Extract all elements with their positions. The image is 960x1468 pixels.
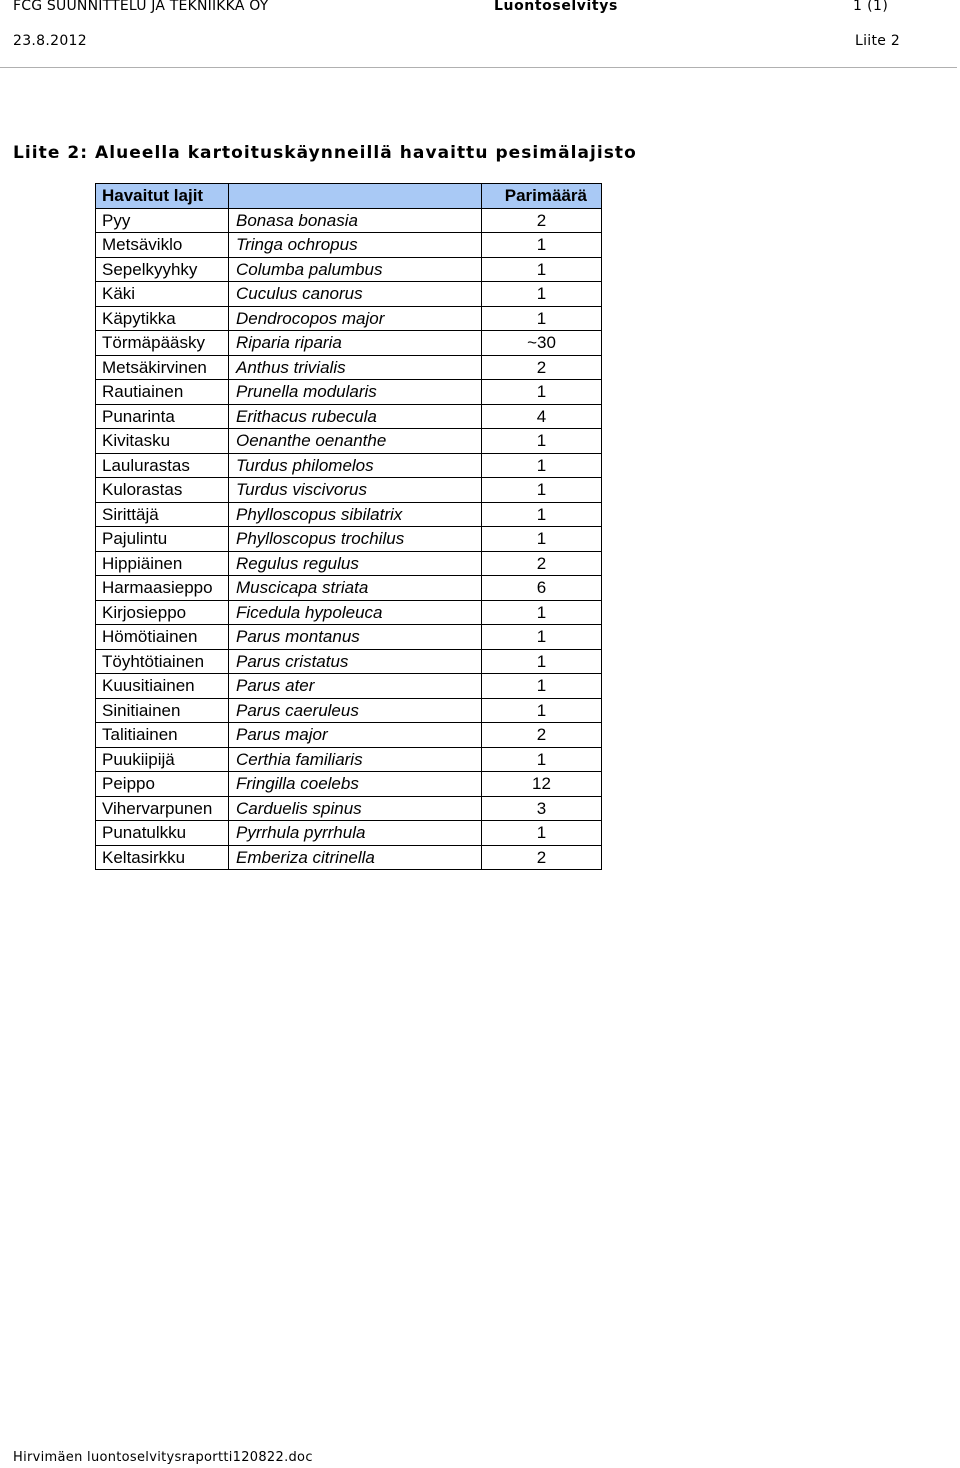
latin-name-cell: Riparia riparia: [229, 331, 482, 356]
pair-count-cell: 1: [482, 233, 602, 258]
column-header-species: Havaitut lajit: [96, 184, 229, 209]
pair-count-cell: 12: [482, 772, 602, 797]
latin-name-cell: Prunella modularis: [229, 380, 482, 405]
pair-count-cell: 6: [482, 576, 602, 601]
document-title: Luontoselvitys: [494, 0, 618, 14]
species-name-cell: Rautiainen: [96, 380, 229, 405]
pair-count-cell: ~30: [482, 331, 602, 356]
species-name-cell: Kulorastas: [96, 478, 229, 503]
latin-name-cell: Parus major: [229, 723, 482, 748]
table-row: [96, 625, 602, 650]
pair-count-cell: 2: [482, 355, 602, 380]
species-name-cell: Käpytikka: [96, 306, 229, 331]
latin-name-cell: Parus ater: [229, 674, 482, 699]
species-name-cell: Pyy: [96, 208, 229, 233]
table-row: [96, 331, 602, 356]
species-name-cell: Sirittäjä: [96, 502, 229, 527]
species-table-body: [96, 208, 602, 870]
species-name-cell: Metsäkirvinen: [96, 355, 229, 380]
table-row: [96, 576, 602, 601]
latin-name-cell: Turdus philomelos: [229, 453, 482, 478]
latin-name-cell: Pyrrhula pyrrhula: [229, 821, 482, 846]
footer-filename: Hirvimäen luontoselvitysraportti120822.doc: [13, 1450, 313, 1465]
pair-count-cell: 2: [482, 845, 602, 870]
table-row: [96, 821, 602, 846]
species-name-cell: Kirjosieppo: [96, 600, 229, 625]
pair-count-cell: 1: [482, 625, 602, 650]
pair-count-cell: 1: [482, 257, 602, 282]
table-row: [96, 404, 602, 429]
latin-name-cell: Erithacus rubecula: [229, 404, 482, 429]
table-row: [96, 649, 602, 674]
latin-name-cell: Emberiza citrinella: [229, 845, 482, 870]
species-name-cell: Töyhtötiainen: [96, 649, 229, 674]
pair-count-cell: 1: [482, 429, 602, 454]
pair-count-cell: 1: [482, 478, 602, 503]
pair-count-cell: 1: [482, 747, 602, 772]
table-row: [96, 698, 602, 723]
table-row: [96, 257, 602, 282]
pair-count-cell: 1: [482, 502, 602, 527]
latin-name-cell: Tringa ochropus: [229, 233, 482, 258]
species-name-cell: Punatulkku: [96, 821, 229, 846]
species-name-cell: Kuusitiainen: [96, 674, 229, 699]
table-header-row: [96, 184, 602, 209]
pair-count-cell: 1: [482, 698, 602, 723]
latin-name-cell: Turdus viscivorus: [229, 478, 482, 503]
column-header-pair-count: Parimäärä: [482, 184, 602, 209]
latin-name-cell: Oenanthe oenanthe: [229, 429, 482, 454]
species-name-cell: Hömötiainen: [96, 625, 229, 650]
column-header-latin: [229, 184, 482, 209]
latin-name-cell: Cuculus canorus: [229, 282, 482, 307]
species-name-cell: Hippiäinen: [96, 551, 229, 576]
species-name-cell: Puukiipijä: [96, 747, 229, 772]
pair-count-cell: 4: [482, 404, 602, 429]
latin-name-cell: Phylloscopus trochilus: [229, 527, 482, 552]
species-name-cell: Metsäviklo: [96, 233, 229, 258]
species-name-cell: Punarinta: [96, 404, 229, 429]
document-date: 23.8.2012: [13, 33, 87, 49]
table-row: [96, 723, 602, 748]
latin-name-cell: Ficedula hypoleuca: [229, 600, 482, 625]
table-row: [96, 355, 602, 380]
latin-name-cell: Parus cristatus: [229, 649, 482, 674]
species-name-cell: Laulurastas: [96, 453, 229, 478]
pair-count-cell: 1: [482, 821, 602, 846]
pair-count-cell: 2: [482, 551, 602, 576]
species-name-cell: Sepelkyyhky: [96, 257, 229, 282]
table-row: [96, 674, 602, 699]
table-row: [96, 502, 602, 527]
pair-count-cell: 2: [482, 723, 602, 748]
table-row: [96, 551, 602, 576]
pair-count-cell: 1: [482, 282, 602, 307]
species-name-cell: Sinitiainen: [96, 698, 229, 723]
pair-count-cell: 1: [482, 600, 602, 625]
table-row: [96, 233, 602, 258]
latin-name-cell: Parus montanus: [229, 625, 482, 650]
latin-name-cell: Parus caeruleus: [229, 698, 482, 723]
table-row: [96, 429, 602, 454]
company-name: FCG SUUNNITTELU JA TEKNIIKKA OY: [13, 0, 269, 14]
table-row: [96, 796, 602, 821]
latin-name-cell: Dendrocopos major: [229, 306, 482, 331]
pair-count-cell: 1: [482, 674, 602, 699]
table-row: [96, 600, 602, 625]
species-name-cell: Keltasirkku: [96, 845, 229, 870]
table-row: [96, 845, 602, 870]
latin-name-cell: Fringilla coelebs: [229, 772, 482, 797]
table-row: [96, 453, 602, 478]
table-row: [96, 282, 602, 307]
pair-count-cell: 1: [482, 649, 602, 674]
latin-name-cell: Columba palumbus: [229, 257, 482, 282]
table-row: [96, 772, 602, 797]
pair-count-cell: 2: [482, 208, 602, 233]
latin-name-cell: Certhia familiaris: [229, 747, 482, 772]
pair-count-cell: 3: [482, 796, 602, 821]
species-name-cell: Pajulintu: [96, 527, 229, 552]
species-name-cell: Harmaasieppo: [96, 576, 229, 601]
table-row: [96, 208, 602, 233]
latin-name-cell: Regulus regulus: [229, 551, 482, 576]
latin-name-cell: Anthus trivialis: [229, 355, 482, 380]
species-name-cell: Törmäpääsky: [96, 331, 229, 356]
species-name-cell: Vihervarpunen: [96, 796, 229, 821]
species-name-cell: Talitiainen: [96, 723, 229, 748]
species-name-cell: Peippo: [96, 772, 229, 797]
pair-count-cell: 1: [482, 380, 602, 405]
section-heading: Liite 2: Alueella kartoituskäynneillä havaittu pesimälajisto: [13, 143, 637, 163]
species-table: [95, 183, 602, 870]
latin-name-cell: Phylloscopus sibilatrix: [229, 502, 482, 527]
header-divider: [0, 67, 957, 68]
pair-count-cell: 1: [482, 306, 602, 331]
table-row: [96, 527, 602, 552]
pair-count-cell: 1: [482, 527, 602, 552]
pair-count-cell: 1: [482, 453, 602, 478]
attachment-label: Liite 2: [855, 33, 901, 49]
table-row: [96, 306, 602, 331]
latin-name-cell: Bonasa bonasia: [229, 208, 482, 233]
species-name-cell: Kivitasku: [96, 429, 229, 454]
species-name-cell: Käki: [96, 282, 229, 307]
table-row: [96, 747, 602, 772]
page-number: 1 (1): [853, 0, 889, 14]
latin-name-cell: Carduelis spinus: [229, 796, 482, 821]
table-row: [96, 380, 602, 405]
table-row: [96, 478, 602, 503]
latin-name-cell: Muscicapa striata: [229, 576, 482, 601]
